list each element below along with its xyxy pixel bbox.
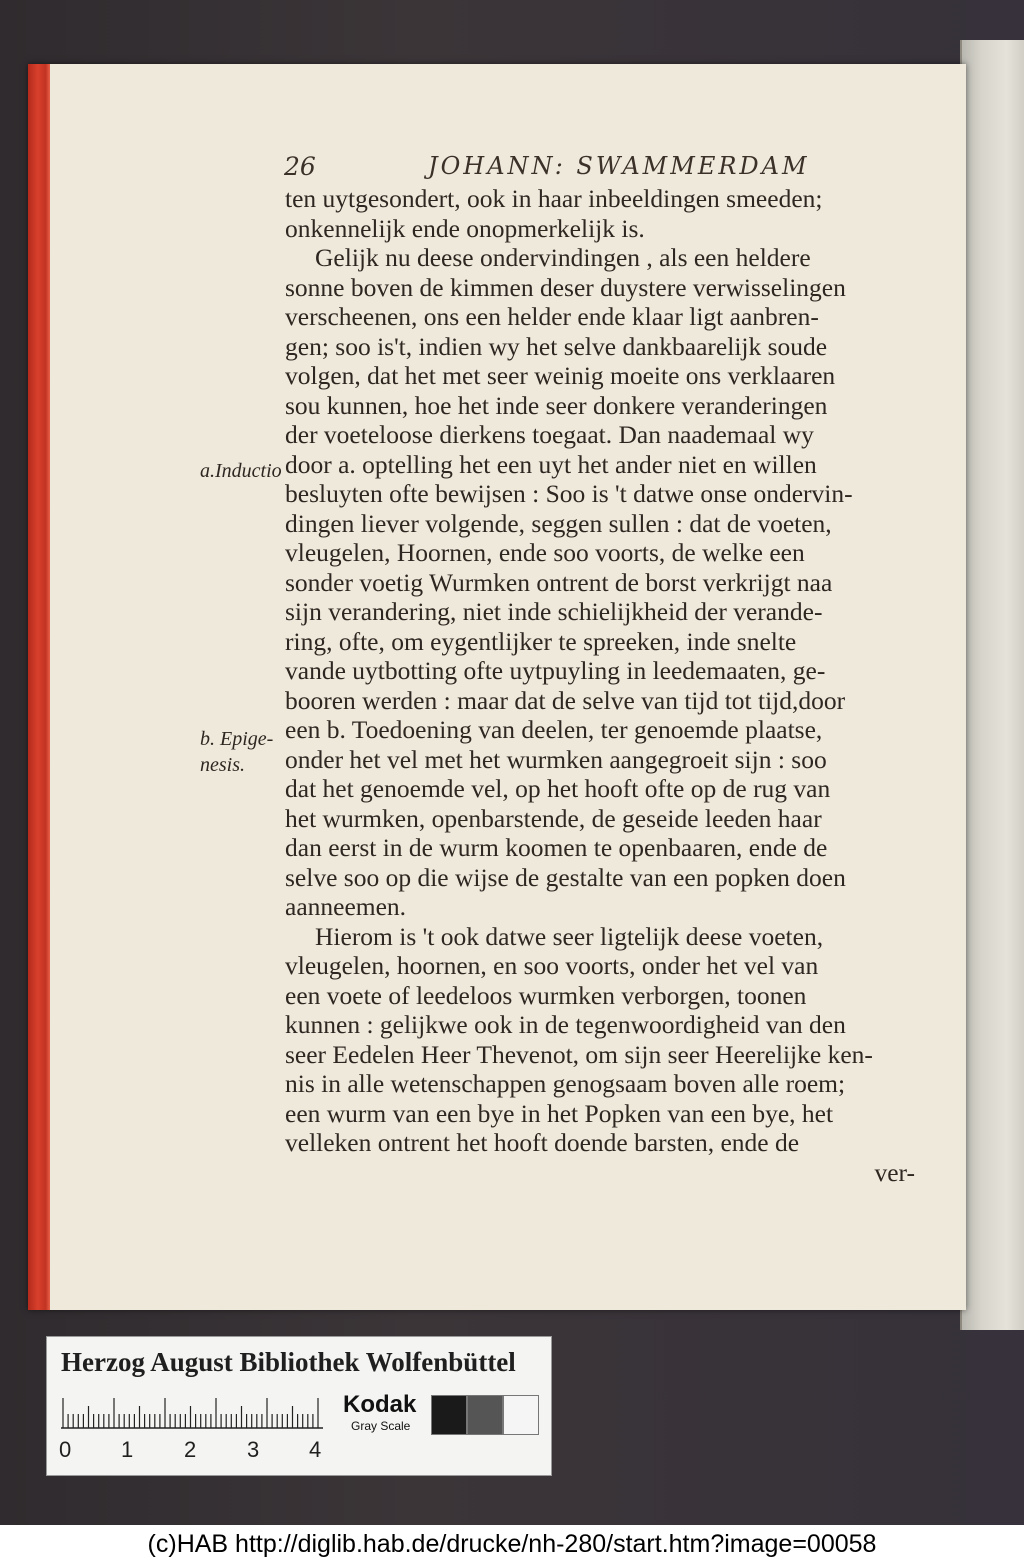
red-page-edge xyxy=(28,64,50,1310)
text-line: onkennelijk ende onopmerkelijk is. xyxy=(285,213,645,243)
text-line: door a. optelling het een uyt het ander niet en willen xyxy=(285,449,817,479)
running-head: JOHANN: SWAMMERDAM xyxy=(428,152,810,180)
text-line: selve soo op die wijse de gestalte van een popken doen xyxy=(285,862,846,892)
text-line: nis in alle wetenschappen genogsaam boven alle roem; xyxy=(285,1069,846,1098)
kodak-brand: Kodak xyxy=(343,1391,417,1418)
text-line: Gelijk nu deese ondervindingen , als een heldere xyxy=(315,243,811,272)
text-line: aanneemen. xyxy=(285,892,407,921)
text-line: een wurm van een bye in het Popken van een bye, het xyxy=(285,1098,834,1128)
text-line: dingen liever volgende, seggen sullen : dat de voeten, xyxy=(285,508,832,538)
text-line: het wurmken, openbarstende, de geseide leeden haar xyxy=(285,803,822,833)
text-line: gen; soo is't, indien wy het selve dankbaarelijk soude xyxy=(285,331,828,361)
text-line: volgen, dat het met seer weinig moeite ons verklaaren xyxy=(285,361,836,390)
text-line: ten uytgesondert, ook in haar inbeeldingen smeeden; xyxy=(285,184,823,213)
ruler-label-2: 2 xyxy=(184,1437,197,1462)
text-line: vleugelen, Hoornen, ende soo voorts, de welke een xyxy=(285,538,805,567)
ruler-label-3: 3 xyxy=(247,1437,260,1462)
text-line: dan eerst in de wurm koomen te openbaaren, ende de xyxy=(285,833,828,862)
library-name: Herzog August Bibliothek Wolfenbüttel xyxy=(61,1347,516,1377)
margin-note-a: a.Inductio xyxy=(200,460,282,482)
margin-note-b-2: nesis. xyxy=(200,754,245,776)
text-line: kunnen : gelijkwe ook in de tegenwoordigheid van den xyxy=(285,1010,846,1039)
text-line: sou kunnen, hoe het inde seer donkere veranderingen xyxy=(285,390,828,420)
next-page-edge xyxy=(960,40,1024,1330)
text-line: sijn verandering, niet inde schielijkheid der verande- xyxy=(285,597,823,626)
text-line: een voete of leedeloos wurmken verborgen, toonen xyxy=(285,980,807,1010)
text-line: een b. Toedoening van deelen, ter genoemde plaatse, xyxy=(285,715,823,744)
footer-credit: (c)HAB http://diglib.hab.de/drucke/nh-280/start.htm?image=00058 xyxy=(0,1525,1024,1564)
text-line: besluyten ofte bewijsen : Soo is 't datwe onse ondervin- xyxy=(285,479,853,508)
body-text xyxy=(285,184,945,1187)
text-line: vleugelen, hoornen, en soo voorts, onder het vel van xyxy=(285,951,819,980)
ruler xyxy=(61,1395,323,1429)
text-line: velleken ontrent het hooft doende barsten, ende de xyxy=(285,1128,800,1157)
ruler-label-4: 4 xyxy=(309,1437,322,1462)
gray-scale-label: Gray Scale xyxy=(351,1419,411,1433)
gray-swatch-black xyxy=(431,1395,467,1435)
text-line: seer Eedelen Heer Thevenot, om sijn seer Heerelijke ken- xyxy=(285,1039,873,1069)
ruler-label-0: 0 xyxy=(59,1437,72,1462)
text-line: sonder voetig Wurmken ontrent de borst verkrijgt naa xyxy=(285,567,833,597)
page-number: 26 xyxy=(284,152,316,181)
color-scale-card xyxy=(46,1336,552,1476)
text-line: vande uytbotting ofte uytpuyling in leedemaaten, ge- xyxy=(285,656,826,685)
text-line: der voeteloose dierkens toegaat. Dan naademaal wy xyxy=(285,420,814,449)
margin-note-b-1: b. Epige- xyxy=(200,728,274,750)
text-line: Hierom is 't ook datwe seer ligtelijk deese voeten, xyxy=(315,921,824,951)
catchword: ver- xyxy=(874,1157,915,1187)
text-line: ring, ofte, om eygentlijker te spreeken, inde snelte xyxy=(285,626,797,656)
text-line: sonne boven de kimmen deser duystere verwisselingen xyxy=(285,272,846,302)
gray-swatch-dark xyxy=(467,1395,503,1435)
gray-swatch-white xyxy=(503,1395,539,1435)
ruler-label-1: 1 xyxy=(121,1437,134,1462)
text-line: booren werden : maar dat de selve van tijd tot tijd,door xyxy=(285,685,846,715)
text-line: dat het genoemde vel, op het hooft ofte op de rug van xyxy=(285,774,831,803)
text-line: onder het vel met het wurmken aangegroeit sijn : soo xyxy=(285,744,827,774)
text-line: verscheenen, ons een helder ende klaar ligt aanbren- xyxy=(285,302,819,331)
book-page xyxy=(28,64,966,1310)
